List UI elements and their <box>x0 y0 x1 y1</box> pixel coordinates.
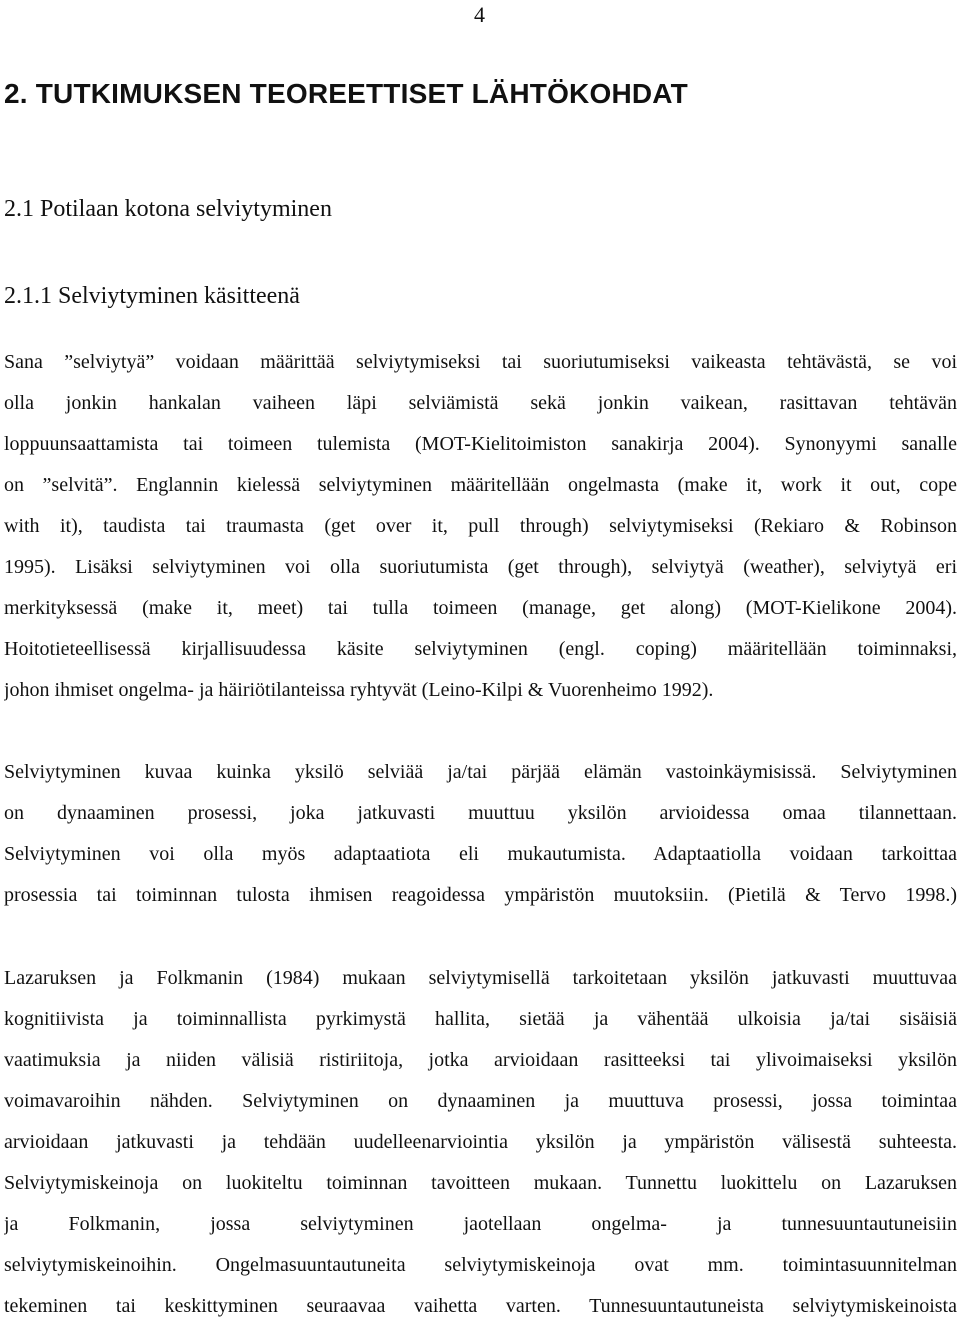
section-heading: 2.1 Potilaan kotona selviytyminen <box>4 196 332 222</box>
subsection-heading: 2.1.1 Selviytyminen käsitteenä <box>4 283 300 309</box>
paragraph-line: on ”selvitä”. Englannin kielessä selviytyminen määritellään ongelmasta (make it, work it out, cope <box>4 474 957 496</box>
paragraph-line: Selviytyminen voi olla myös adaptaatiota eli mukautumista. Adaptaatiolla voidaan tarkoittaa <box>4 843 957 865</box>
paragraph-line: Hoitotieteellisessä kirjallisuudessa käsite selviytyminen (engl. coping) määritellään toiminnaksi, <box>4 638 957 660</box>
paragraph-line: johon ihmiset ongelma- ja häiriötilanteissa ryhtyvät (Leino-Kilpi & Vuorenheimo 1992). <box>4 679 714 701</box>
paragraph-line: voimavaroihin nähden. Selviytyminen on dynaaminen ja muuttuva prosessi, jossa toimintaa <box>4 1090 957 1112</box>
paragraph-line: vaatimuksia ja niiden välisiä ristiriitoja, jotka arvioidaan rasitteeksi tai ylivoimaiseksi yksilön <box>4 1049 957 1071</box>
paragraph-line: loppuunsaattamista tai toimeen tulemista (MOT-Kielitoimiston sanakirja 2004). Synonyymi sanalle <box>4 433 957 455</box>
paragraph-coping-as-process <box>4 752 957 916</box>
paragraph-line: ja Folkmanin, jossa selviytyminen jaotellaan ongelma- ja tunnesuuntautuneisiin <box>4 1213 957 1235</box>
paragraph-line: 1995). Lisäksi selviytyminen voi olla suoriutumista (get through), selviytyä (weather), selviytyä eri <box>4 556 957 578</box>
paragraph-line: kognitiivista ja toiminnallista pyrkimystä hallita, sietää ja vähentää ulkoisia ja/tai sisäisiä <box>4 1008 957 1030</box>
paragraph-line: tekeminen tai keskittyminen seuraavaa vaihetta varten. Tunnesuuntautuneista selviytymiskeinoista <box>4 1295 957 1317</box>
page-number: 4 <box>474 2 485 27</box>
paragraph-line: merkityksessä (make it, meet) tai tulla toimeen (manage, get along) (MOT-Kielikone 2004). <box>4 597 957 619</box>
paragraph-line: olla jonkin hankalan vaiheen läpi selviämistä sekä jonkin vaikean, rasittavan tehtävän <box>4 392 957 414</box>
paragraph-line: with it), taudista tai traumasta (get over it, pull through) selviytymiseksi (Rekiaro & Robinson <box>4 515 957 537</box>
paragraph-lazarus-folkman <box>4 958 957 1327</box>
paragraph-line: arvioidaan jatkuvasti ja tehdään uudelleenarviointia yksilön ja ympäristön välisestä suhteesta. <box>4 1131 957 1153</box>
paragraph-line: selviytymiskeinoihin. Ongelmasuuntautuneita selviytymiskeinoja ovat mm. toimintasuunnitelman <box>4 1254 957 1276</box>
paragraph-line: on dynaaminen prosessi, joka jatkuvasti muuttuu yksilön arvioidessa omaa tilannettaan. <box>4 802 957 824</box>
paragraph-line: Lazaruksen ja Folkmanin (1984) mukaan selviytymisellä tarkoitetaan yksilön jatkuvasti muuttuvaa <box>4 967 957 989</box>
paragraph-line: prosessia tai toiminnan tulosta ihmisen reagoidessa ympäristön muutoksiin. (Pietilä & Tervo 1998.) <box>4 884 957 906</box>
chapter-heading: 2. TUTKIMUKSEN TEOREETTISET LÄHTÖKOHDAT <box>4 78 688 109</box>
paragraph-line: Selviytyminen kuvaa kuinka yksilö selviää ja/tai pärjää elämän vastoinkäymisissä. Selviytyminen <box>4 761 957 783</box>
paragraph-line: Sana ”selviytyä” voidaan määrittää selviytymiseksi tai suoriutumiseksi vaikeasta tehtävästä, se voi <box>4 351 957 373</box>
paragraph-line: Selviytymiskeinoja on luokiteltu toiminnan tavoitteen mukaan. Tunnettu luokittelu on Lazaruksen <box>4 1172 957 1194</box>
paragraph-definition-of-coping <box>4 342 957 711</box>
